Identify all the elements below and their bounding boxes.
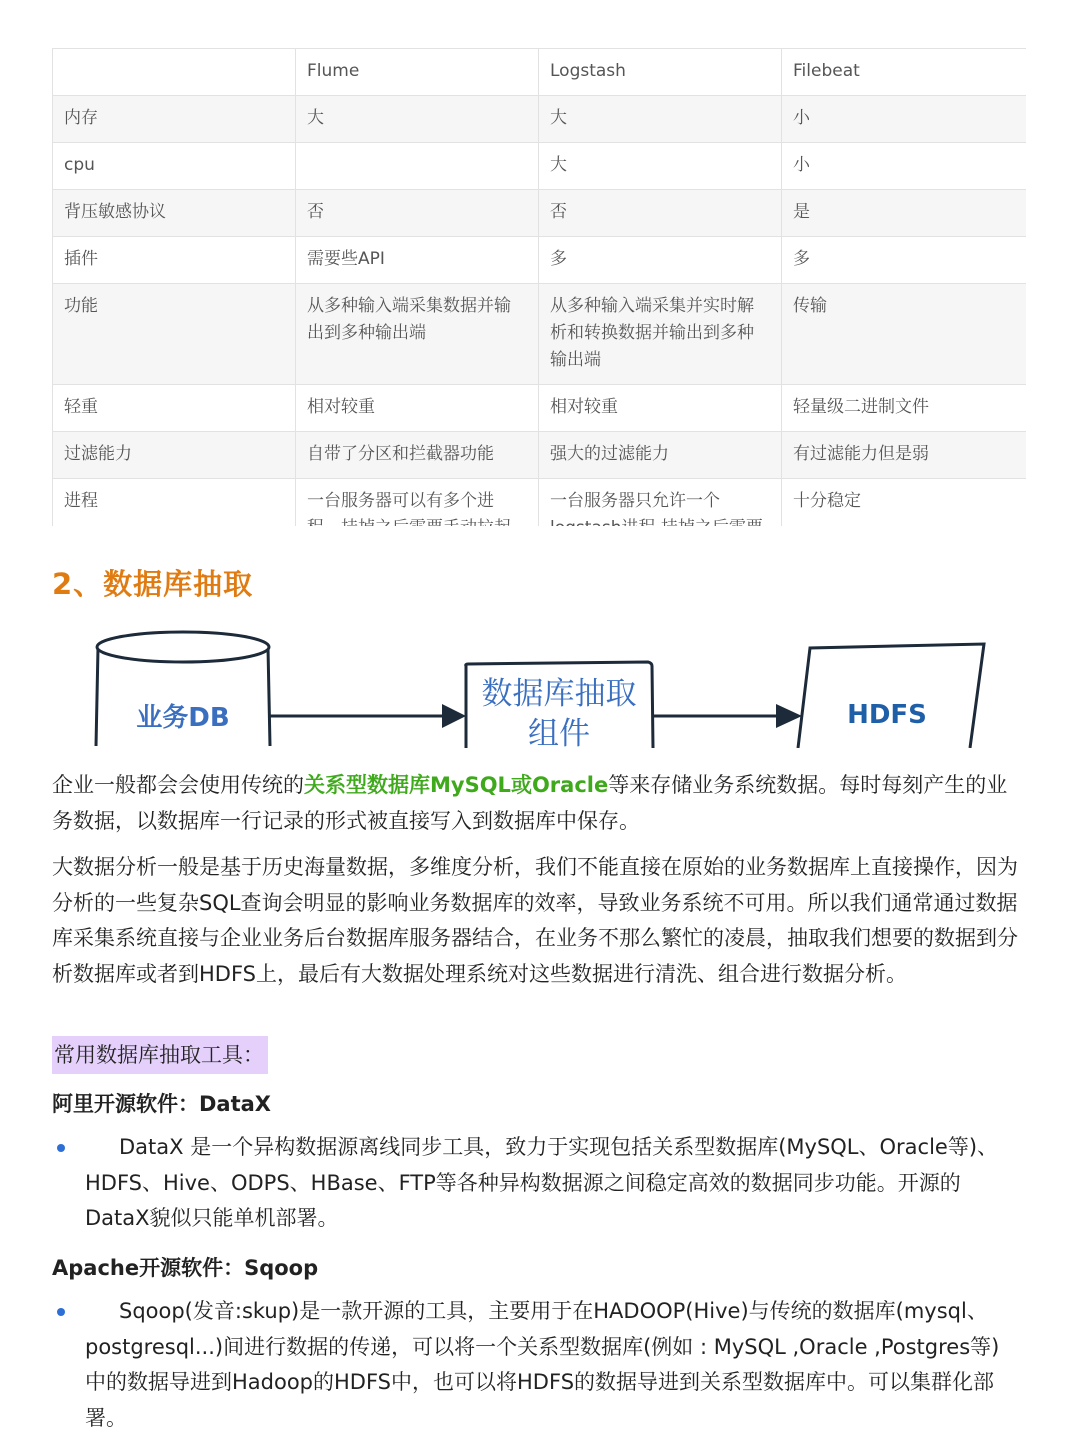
table-row <box>53 432 1027 479</box>
table-cell: 小 <box>782 96 1027 143</box>
table-cell: 需要些API <box>296 237 539 284</box>
table-row <box>53 190 1027 237</box>
tool-datax-text: DataX 是一个异构数据源离线同步工具，致力于实现包括关系型数据库(MySQL、Oracle等)、HDFS、Hive、ODPS、HBase、FTP等各种异构数据源之间稳定高效的数据同步功能。开源的DataX貌似只能单机部署。 <box>85 1135 999 1230</box>
table-cell: 相对较重 <box>296 385 539 432</box>
table-cell: 相对较重 <box>539 385 782 432</box>
table-cell: 大 <box>539 143 782 190</box>
tool-sqoop-description <box>85 1294 1020 1436</box>
flow-diagram <box>52 630 1012 748</box>
table-cell <box>296 143 539 190</box>
table-cell: 轻重 <box>53 385 296 432</box>
section-heading: 2、数据库抽取 <box>52 567 254 601</box>
header-cell-logstash: Logstash <box>539 49 782 96</box>
table-row <box>53 237 1027 284</box>
table-header-row <box>53 49 1027 96</box>
paragraph-intro-end: 等来存储业务系统数据。每时每刻产生的业务数据，以数据库一行记录的形式被直接写入到数据库中保存。 <box>52 773 1008 833</box>
tool-sqoop-title: Apache开源软件：Sqoop <box>52 1256 319 1280</box>
table-cell: 小 <box>782 143 1027 190</box>
table-cell: 功能 <box>53 284 296 385</box>
table-cell: 大 <box>539 96 782 143</box>
table-cell: 内存 <box>53 96 296 143</box>
diagram-target-label: HDFS <box>847 700 927 730</box>
paragraph-intro <box>52 768 1028 839</box>
table-cell: 大 <box>296 96 539 143</box>
table-cell: 一台服务器可以有多个进 <box>296 479 539 537</box>
table-cell: 多 <box>539 237 782 284</box>
table-row <box>53 143 1027 190</box>
table-cell: 传输 <box>782 284 1027 385</box>
diagram-middle-line1: 数据库抽取 <box>481 676 637 712</box>
table-cell: 强大的过滤能力 <box>539 432 782 479</box>
table-cell: 否 <box>539 190 782 237</box>
table-row <box>53 385 1027 432</box>
comparison-table <box>52 48 1026 536</box>
table-cell: 过滤能力 <box>53 432 296 479</box>
table-cell: 背压敏感协议 <box>53 190 296 237</box>
diagram-middle-line2: 组件 <box>528 716 590 748</box>
table-cutoff-edge <box>52 526 1026 538</box>
table-cell: 轻量级二进制文件 <box>782 385 1027 432</box>
tools-label: 常用数据库抽取工具： <box>52 1036 268 1074</box>
table-cell: 插件 <box>53 237 296 284</box>
diagram-source-label: 业务DB <box>136 703 230 733</box>
tool-datax-description <box>85 1130 1020 1237</box>
bullet-dot <box>57 1308 65 1316</box>
header-cell-flume: Flume <box>296 49 539 96</box>
table-cell: 一台服务器只允许一个 <box>539 479 782 537</box>
tool-datax-title: 阿里开源软件：DataX <box>52 1092 272 1116</box>
table-row <box>53 284 1027 385</box>
bullet-dot <box>57 1144 65 1152</box>
table-cell: cpu <box>53 143 296 190</box>
table-cell: 是 <box>782 190 1027 237</box>
table-cell: 十分稳定 <box>782 479 1027 537</box>
table-cell: 从多种输入端采集数据并输出到多种输出端 <box>296 284 539 385</box>
comparison-table-container <box>52 48 1026 536</box>
highlight-relational-db: 关系型数据库MySQL或Oracle <box>304 773 609 797</box>
table-cell: 多 <box>782 237 1027 284</box>
header-cell-filebeat: Filebeat <box>782 49 1027 96</box>
table-row <box>53 96 1027 143</box>
table-cell: 否 <box>296 190 539 237</box>
table-cell: 从多种输入端采集并实时解析和转换数据并输出到多种输出端 <box>539 284 782 385</box>
tool-sqoop-text: Sqoop(发音:skup)是一款开源的工具，主要用于在HADOOP(Hive)与传统的数据库(mysql、postgresql...)间进行数据的传递，可以将一个关系型数据库(例如 : MySQL ,Oracle ,Postgres等)中的数据导进到Hadoop的HDFS中，也可以将HDFS的数据导进到关系型数据库中。可以集群化部署。 <box>85 1299 1000 1430</box>
arrow-to-extractor <box>270 704 466 728</box>
paragraph-analysis: 大数据分析一般是基于历史海量数据，多维度分析，我们不能直接在原始的业务数据库上直接操作，因为分析的一些复杂SQL查询会明显的影响业务数据库的效率，导致业务系统不可用。所以我们通常通过数据库采集系统直接与企业业务后台数据库服务器结合，在业务不那么繁忙的凌晨，抽取我们想要的数据到分析数据库或者到HDFS上，最后有大数据处理系统对这些数据进行清洗、组合进行数据分析。 <box>52 855 1018 986</box>
table-cell: 进程 <box>53 479 296 537</box>
table-cell: 自带了分区和拦截器功能 <box>296 432 539 479</box>
table-cell: 有过滤能力但是弱 <box>782 432 1027 479</box>
hdfs-box <box>798 644 984 748</box>
paragraph-intro-start: 企业一般都会会使用传统的 <box>52 773 304 797</box>
arrow-to-hdfs <box>653 704 802 728</box>
header-cell-empty <box>53 49 296 96</box>
